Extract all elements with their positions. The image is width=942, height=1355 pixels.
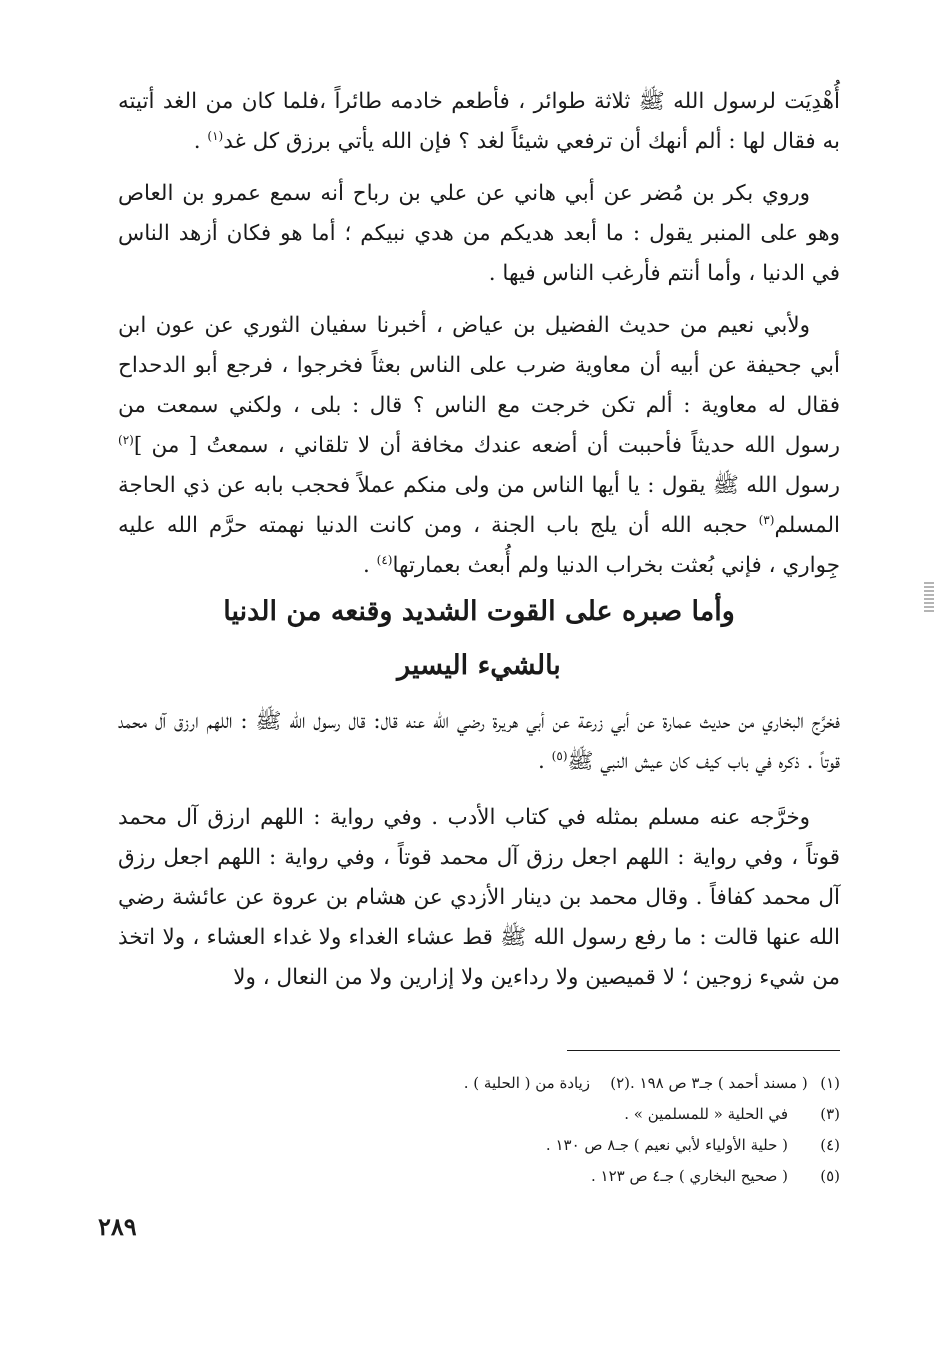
footnote-text: ( حلية الأولياء لأبي نعيم ) جـ٨ ص ١٣٠ . bbox=[545, 1136, 788, 1154]
paragraph-2: وروي بكر بن مُضر عن أبي هاني عن علي بن رباح أنه سمع عمرو بن العاص وهو على المنبر يقول : ما أبعد هديكم من هدي نبيكم ؛ أما هو فكان أزهد الناس في الدنيا ، وأما أنتم فأرغب الناس فيها . bbox=[118, 181, 840, 286]
footnote-text: في الحلية « للمسلمين » . bbox=[624, 1105, 788, 1123]
footnotes bbox=[400, 1068, 840, 1192]
footnote-marker-2: (٢) bbox=[118, 432, 134, 447]
footnote-number: (١) bbox=[820, 1074, 840, 1092]
section-heading-line-2: بالشيء اليسير bbox=[397, 650, 561, 681]
paragraph-1: أُهْدِيَت لرسول الله ﷺ ثلاثة طوائر ، فأطعم خادمه طائراً ،فلما كان من الغد أتيته به فقال لها : ألم أنهك أن ترفعي شيئاً لغد ؟ فإن الله يأتي برزق كل غد$^{(١)}$ . bbox=[118, 89, 840, 154]
footnote-number: (٣) bbox=[820, 1105, 840, 1123]
footnote-1 bbox=[630, 1068, 840, 1099]
body-text-bottom bbox=[118, 702, 840, 998]
footnote-3 bbox=[624, 1099, 840, 1130]
footnote-separator bbox=[567, 1050, 840, 1051]
scan-artifact bbox=[924, 582, 934, 612]
footnote-text: ( مسند أحمد ) جـ٣ ص ١٩٨ . bbox=[630, 1074, 808, 1092]
footnote-marker-1: (١) bbox=[207, 128, 224, 143]
footnote-text: زيادة من ( الحلية ) . bbox=[463, 1074, 590, 1092]
footnote-text: ( صحيح البخاري ) جـ٤ ص ١٢٣ . bbox=[590, 1167, 788, 1185]
footnote-row-1 bbox=[400, 1068, 840, 1099]
footnote-row-2 bbox=[400, 1099, 840, 1130]
footnote-marker-3: (٣) bbox=[758, 512, 775, 527]
footnote-number: (٤) bbox=[820, 1136, 840, 1154]
footnote-5 bbox=[591, 1161, 840, 1192]
body-text-top bbox=[118, 82, 840, 586]
footnote-2 bbox=[464, 1068, 630, 1099]
footnote-marker-5: (٥) bbox=[551, 748, 568, 763]
footnote-number: (٥) bbox=[820, 1167, 840, 1185]
footnote-row-3 bbox=[400, 1130, 840, 1161]
paragraph-3: ولأبي نعيم من حديث الفضيل بن عياض ، أخبرنا سفيان الثوري عن عون ابن أبي جحيفة عن أبيه أن معاوية ضرب على الناس بعثاً فخرجوا ، فرجع أبو الدحداح فقال له معاوية : ألم تكن خرجت مع الناس ؟ قال : بلى ، ولكني سمعت من رسول الله حديثاً فأحببت أن أضعه عندك مخافة أن لا تلقاني ، سمعتُ [ من ]$^{(٢)}$ رسول الله ﷺ يقول : يا أيها الناس من ولى منكم عملاً فحجب بابه عن ذي الحاجة المسلم$^{(٣)}$ حجبه الله أن يلج باب الجنة ، ومن كانت الدنيا نهمته حرَّم الله عليه جِواري ، فإني بُعثت بخراب الدنيا ولم أُبعث بعمارتها$^{(٤)}$ . bbox=[118, 313, 840, 578]
section-heading-line-1: وأما صبره على القوت الشديد وقنعه من الدنيا bbox=[223, 596, 735, 627]
paragraph-4: فخرَّج البخاري من حديث عمارة عن أبي زرعة عن أبي هريرة رضي الله عنه قال: قال رسول الله ﷺ : اللهم ارزق آل محمد قوتاً . ذكره في باب كيف كان عيش النبي ﷺ$^{(٥)}$ . bbox=[118, 709, 840, 774]
paragraph-5: وخرَّجه عنه مسلم بمثله في كتاب الأدب . وفي رواية : اللهم ارزق آل محمد قوتاً ، وفي رواية : اللهم اجعل رزق آل محمد قوتاً ، وفي رواية : اللهم اجعل رزق آل محمد كفافاً . وقال محمد بن دينار الأزدي عن هشام بن عروة عن عائشة رضي الله عنها قالت : ما رفع رسول الله ﷺ قط عشاء الغداء ولا غداء العشاء ، ولا اتخذ من شيء زوجين ؛ لا قميصين ولا رداءين ولا إزارين ولا من النعال ، ولا bbox=[118, 805, 840, 990]
footnote-marker-4: (٤) bbox=[376, 552, 393, 567]
footnote-4 bbox=[546, 1130, 840, 1161]
page-number: ٢٨٩ bbox=[98, 1212, 137, 1241]
footnote-number: (٢) bbox=[610, 1074, 630, 1092]
footnote-row-4 bbox=[400, 1161, 840, 1192]
